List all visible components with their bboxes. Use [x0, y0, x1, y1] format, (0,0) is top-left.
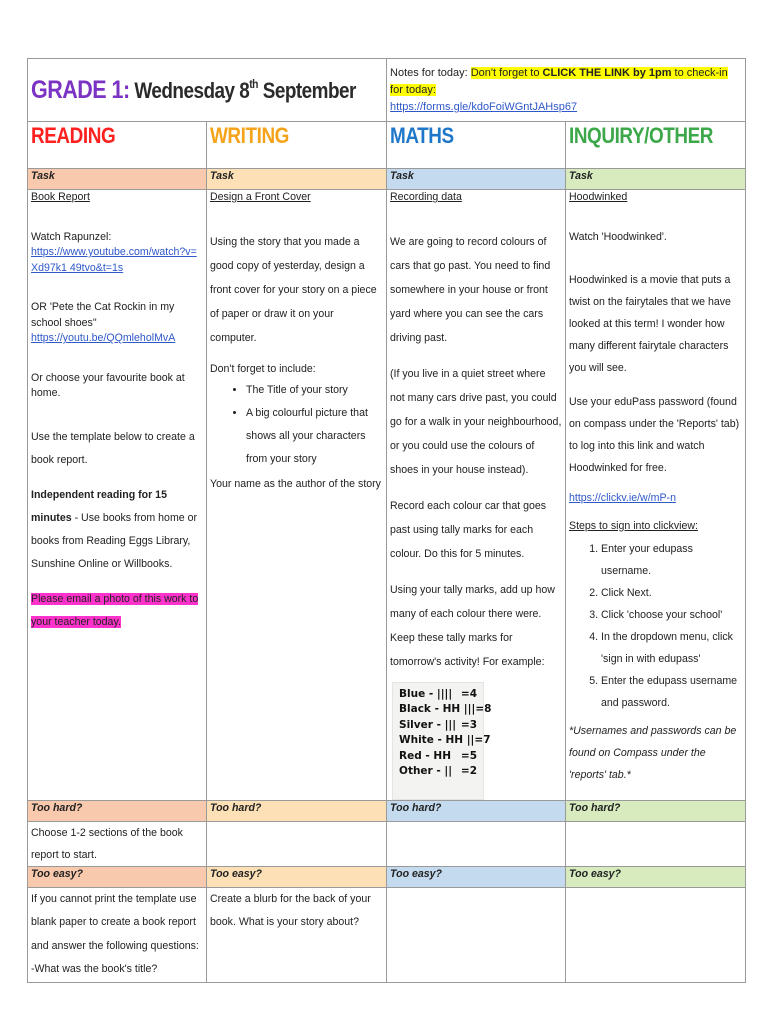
- independent-reading: Independent reading for 15 minutes - Use books from home or books from Reading Eggs Library, Sunshine Online or Willbooks.: [31, 488, 198, 570]
- pete-cat-link[interactable]: https://youtu.be/QQmleholMvA: [31, 332, 176, 344]
- email-note: Please email a photo of this work to your teacher today.: [31, 592, 199, 628]
- writing-too-easy: Create a blurb for the back of your book. What is your story about?: [207, 887, 387, 982]
- inquiry-too-easy-label: Too easy?: [566, 866, 746, 887]
- inquiry-content: [566, 190, 746, 801]
- steps-title: Steps to sign into clickview:: [569, 519, 698, 532]
- list-item: 1. Enter your edupass username.: [601, 538, 742, 582]
- reading-watch: Watch Rapunzel:: [31, 230, 112, 243]
- maths-title: Recording data: [390, 191, 462, 203]
- inquiry-too-easy: [566, 887, 746, 982]
- writing-bullets: [210, 379, 383, 471]
- list-item: • The Title of your story: [246, 379, 383, 402]
- tally-row: Blue - |||| =4: [399, 687, 478, 700]
- tally-example-image: [392, 682, 492, 800]
- tally-row: Black - HH ||| =8: [399, 703, 492, 715]
- maths-too-easy-label: Too easy?: [387, 866, 566, 887]
- notes-cell: [387, 59, 746, 122]
- maths-p1: We are going to record colours of cars that go past. You need to find somewhere in your house or front yard where you can see the cars driving past.: [390, 235, 551, 344]
- inquiry-p1: Hoodwinked is a movie that puts a twist on the fairytales that we have looked at this term! I wonder how many different fairytale characters you will see.: [569, 274, 731, 374]
- writing-intro: Using the story that you made a good copy of yesterday, design a front cover for your story on a piece of paper or draw it on your computer.: [210, 235, 377, 344]
- writing-heading: WRITING: [210, 123, 289, 148]
- reading-too-easy-label: Too easy?: [28, 866, 207, 887]
- inquiry-title: Hoodwinked: [569, 191, 628, 203]
- reading-too-easy: If you cannot print the template use blank paper to create a book report and answer the following questions: -What was the book's title?: [28, 887, 207, 982]
- password-note: *Usernames and passwords can be found on Compass under the 'reports' tab.*: [569, 725, 737, 781]
- writing-include: Don't forget to include:: [210, 362, 316, 375]
- too-hard-content-row: [28, 821, 746, 866]
- list-item: 4. In the dropdown menu, click 'sign in with edupass': [601, 626, 742, 670]
- writing-name: Your name as the author of the story: [210, 478, 381, 490]
- writing-task-label: Task: [207, 169, 387, 190]
- maths-too-hard: [387, 821, 566, 866]
- notes-highlight: Don't forget to CLICK THE LINK by 1pm to check-in for today:: [390, 67, 728, 96]
- maths-heading: MATHS: [390, 123, 454, 148]
- inquiry-too-hard: [566, 821, 746, 866]
- grade-label: GRADE 1:: [31, 76, 130, 104]
- writing-too-hard: [207, 821, 387, 866]
- tally-row: Other - || =2: [399, 765, 478, 777]
- reading-template: Use the template below to create a book report.: [31, 430, 195, 466]
- list-item: 5. Enter the edupass username and password.: [601, 670, 742, 714]
- inquiry-watch: Watch 'Hoodwinked'.: [569, 230, 667, 243]
- maths-content: [387, 190, 566, 801]
- reading-content: [28, 190, 207, 801]
- inquiry-p2: Use your eduPass password (found on compass under the 'Reports' tab) to log into this link and watch Hoodwinked for free.: [569, 396, 740, 474]
- inquiry-task-label: Task: [566, 169, 746, 190]
- maths-task-label: Task: [387, 169, 566, 190]
- maths-p3: Record each colour car that goes past using tally marks for each colour. Do this for 5 minutes.: [390, 499, 547, 560]
- reading-task-label: Task: [28, 169, 207, 190]
- tally-row: White - HH || =7: [399, 734, 491, 746]
- list-item: 3. Click 'choose your school': [601, 604, 742, 626]
- writing-too-hard-label: Too hard?: [207, 800, 387, 821]
- reading-choose: Or choose your favourite book at home.: [31, 371, 185, 399]
- task-content-row: [28, 190, 746, 801]
- reading-too-hard: Choose 1-2 sections of the book report to start.: [28, 821, 207, 866]
- list-item: 2. Click Next.: [601, 582, 742, 604]
- inquiry-too-hard-label: Too hard?: [566, 800, 746, 821]
- maths-too-easy: [387, 887, 566, 982]
- too-hard-row: [28, 800, 746, 821]
- tally-row: Silver - ||| =3: [399, 718, 478, 731]
- maths-p4: Using your tally marks, add up how many of each colour there were. Keep these tally marks for tomorrow's activity! For example:: [390, 583, 555, 668]
- writing-title: Design a Front Cover: [210, 191, 311, 203]
- date-suffix: th: [249, 77, 258, 91]
- date-month: September: [262, 78, 356, 103]
- header-row: [28, 59, 746, 122]
- page-title: [31, 59, 356, 104]
- maths-p2: (If you live in a quiet street where not many cars drive past, you could go for a walk in your neighbourhood, or you could use the colours of shoes in your house instead).: [390, 367, 562, 476]
- tally-row: Red - HH =5: [399, 749, 478, 762]
- task-row: [28, 169, 746, 190]
- page-title-cell: [28, 59, 387, 122]
- reading-heading: READING: [31, 123, 116, 148]
- reading-too-hard-label: Too hard?: [28, 800, 207, 821]
- too-easy-row: [28, 866, 746, 887]
- reading-title: Book Report: [31, 191, 90, 203]
- clickview-link[interactable]: https://clickv.ie/w/mP-n: [569, 492, 676, 504]
- lesson-plan: [27, 58, 745, 983]
- writing-content: [207, 190, 387, 801]
- lesson-table: [27, 58, 746, 983]
- too-easy-content-row: [28, 887, 746, 982]
- notes-prefix: Notes for today:: [390, 67, 468, 79]
- maths-too-hard-label: Too hard?: [387, 800, 566, 821]
- inquiry-heading: INQUIRY/OTHER: [569, 123, 714, 148]
- writing-too-easy-label: Too easy?: [207, 866, 387, 887]
- subject-row: [28, 122, 746, 169]
- list-item: • A big colourful picture that shows all your characters from your story: [246, 402, 383, 471]
- reading-or: OR 'Pete the Cat Rockin in my school shoes": [31, 301, 175, 329]
- rapunzel-link[interactable]: https://www.youtube.com/watch?v=Xd97k1 49tvo&t=1s: [31, 246, 197, 274]
- signin-steps: [569, 538, 742, 714]
- checkin-link[interactable]: https://forms.gle/kdoFoiWGntJAHsp67: [390, 101, 578, 113]
- date-day: Wednesday 8: [134, 78, 250, 103]
